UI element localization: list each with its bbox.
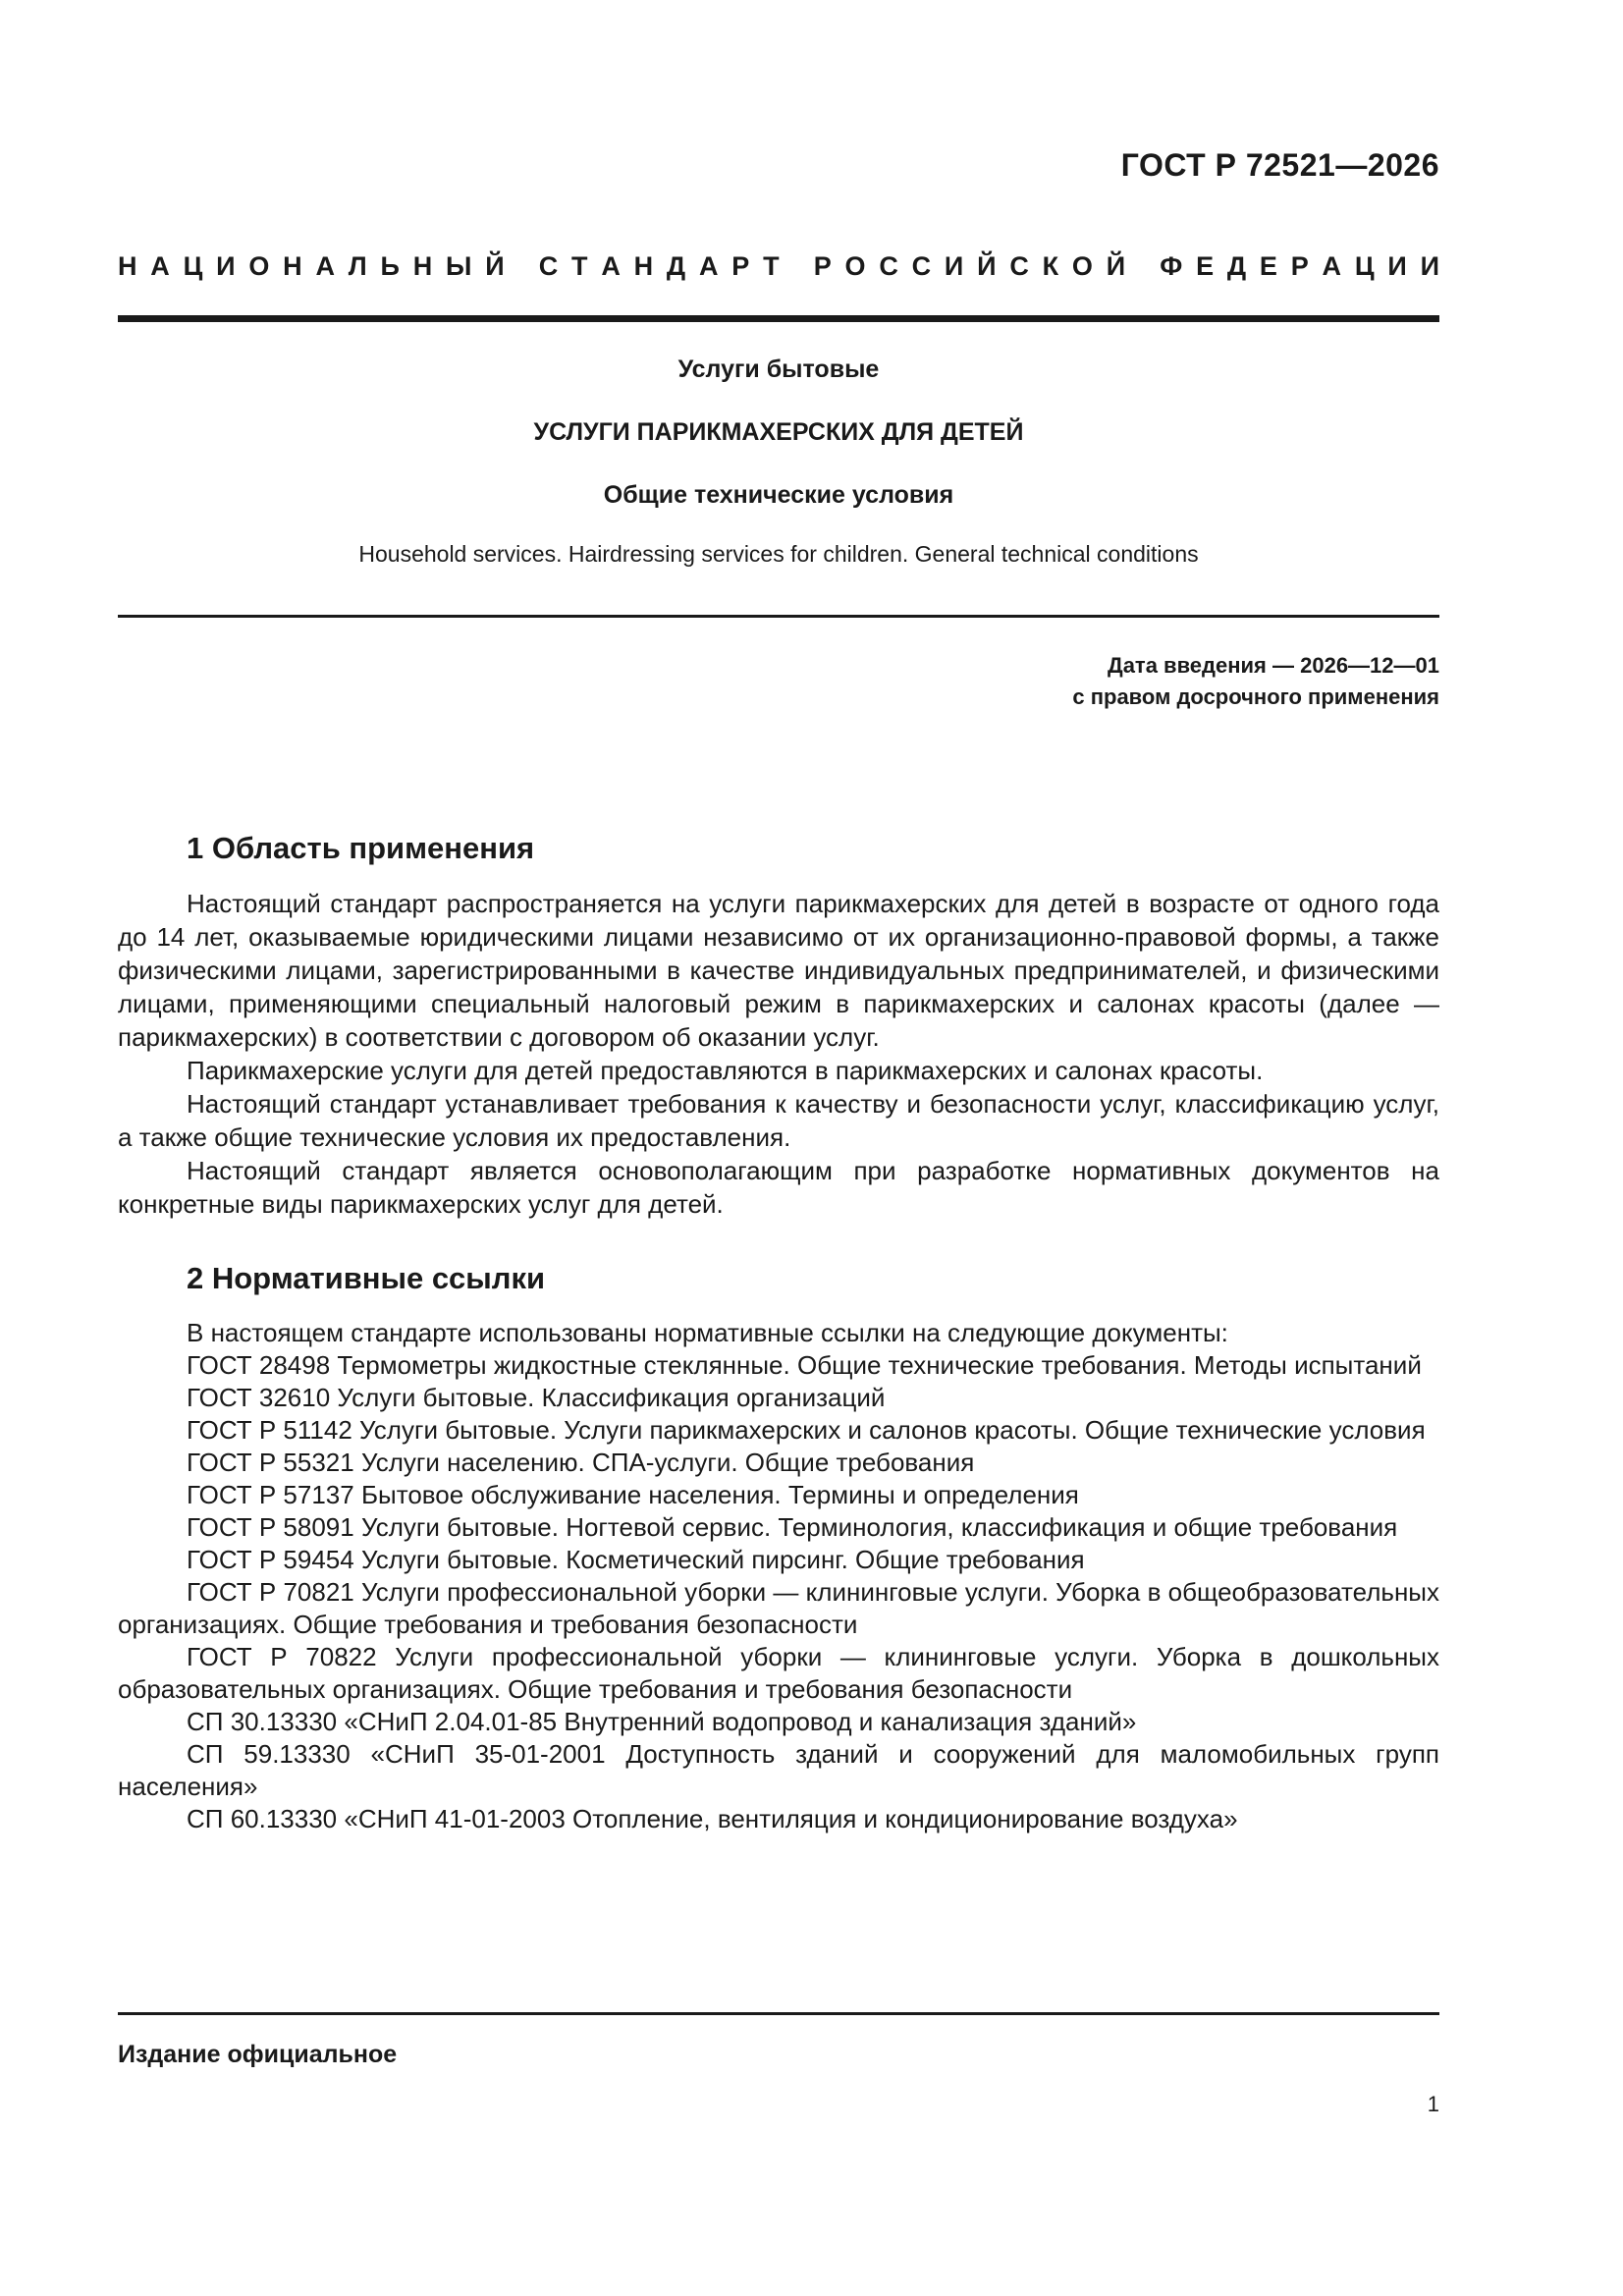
heading-letter: Й <box>485 251 505 281</box>
heading-letter: Р <box>1290 251 1309 281</box>
standard-designation: ГОСТ Р 72521—2026 <box>1120 147 1439 183</box>
heading-letter: Н <box>412 251 433 281</box>
heading-letter: С <box>538 251 559 281</box>
page-number: 1 <box>1427 2092 1439 2116</box>
heading-letter: О <box>844 251 866 281</box>
heading-letter: Н <box>118 251 137 281</box>
section-2-title: 2 Нормативные ссылки <box>187 1261 546 1295</box>
header-rule <box>118 315 1439 322</box>
national-standard-heading <box>118 251 1439 282</box>
paragraph: Парикмахерские услуги для детей предоставляются в парикмахерских и салонах красоты. <box>187 1056 1264 1085</box>
heading-letter: И <box>944 251 964 281</box>
heading-letter: Ц <box>183 251 203 281</box>
heading-letter: И <box>216 251 236 281</box>
introduction-date: Дата введения — 2026—12—01 <box>1108 653 1439 678</box>
reference-item: ГОСТ Р 58091 Услуги бытовые. Ногтевой сервис. Терминология, классификация и общие требования <box>187 1512 1398 1542</box>
reference-item: ГОСТ Р 55321 Услуги населению. СПА-услуги. Общие требования <box>187 1448 975 1477</box>
section-2-references <box>118 1317 1439 1835</box>
title-subtitle: Общие технические условия <box>603 481 954 509</box>
paragraph: Настоящий стандарт распространяется на услуги парикмахерских для детей в возрасте от одного года до 14 лет, оказываемые юридическими лицами независимо от их организационно-правовой формы, а также физическими лицами, зарегистрированными в качестве индивидуальных предпринимателей, и физическими лицами, применяющими специальный налоговый режим в парикмахерских и салонах красоты (далее — парикмахерских) в соответствии с договором об оказании услуг. <box>118 889 1439 1052</box>
reference-item: СП 30.13330 «СНиП 2.04.01-85 Внутренний водопровод и канализация зданий» <box>187 1707 1137 1736</box>
heading-letter: Р <box>731 251 750 281</box>
title-block <box>118 354 1439 570</box>
paragraph: Настоящий стандарт устанавливает требования к качеству и безопасности услуг, классификацию услуг, а также общие технические условия их предоставления. <box>118 1089 1439 1152</box>
heading-letter: Е <box>1196 251 1215 281</box>
heading-letter: И <box>1387 251 1407 281</box>
heading-letter: Д <box>666 251 686 281</box>
heading-letter: Е <box>1259 251 1277 281</box>
heading-letter: О <box>1071 251 1093 281</box>
heading-letter: Ы <box>445 251 472 281</box>
heading-letter: А <box>1322 251 1342 281</box>
reference-item: ГОСТ 32610 Услуги бытовые. Классификация организаций <box>187 1383 886 1412</box>
introduction-date-block <box>1072 650 1439 713</box>
heading-letter: Д <box>1226 251 1247 281</box>
footer-rule <box>118 2012 1439 2015</box>
heading-letter: Т <box>763 251 780 281</box>
heading-letter: А <box>150 251 170 281</box>
reference-item: ГОСТ Р 51142 Услуги бытовые. Услуги парикмахерских и салонов красоты. Общие технические условия <box>187 1415 1426 1445</box>
heading-letter: Ц <box>1354 251 1375 281</box>
title-category: Услуги бытовые <box>677 355 880 383</box>
title-rule <box>118 615 1439 618</box>
heading-letter: И <box>1420 251 1439 281</box>
reference-item: ГОСТ Р 57137 Бытовое обслуживание населения. Термины и определения <box>187 1480 1079 1509</box>
title-main: УСЛУГИ ПАРИКМАХЕРСКИХ ДЛЯ ДЕТЕЙ <box>533 418 1024 446</box>
reference-item: ГОСТ Р 70821 Услуги профессиональной уборки — клининговые услуги. Уборка в общеобразовательных организациях. Общие требования и требования безопасности <box>118 1577 1439 1639</box>
reference-item: ГОСТ Р 59454 Услуги бытовые. Косметический пирсинг. Общие требования <box>187 1545 1085 1574</box>
heading-letter: А <box>698 251 719 281</box>
heading-letter: Т <box>571 251 588 281</box>
references-intro: В настоящем стандарте использованы нормативные ссылки на следующие документы: <box>187 1318 1228 1347</box>
official-edition-label: Издание официальное <box>118 2041 398 2068</box>
heading-letter: Н <box>633 251 654 281</box>
heading-letter: А <box>315 251 335 281</box>
title-english: Household services. Hairdressing services for children. General technical conditions <box>358 541 1199 567</box>
heading-letter: Ф <box>1160 251 1183 281</box>
section-1-title: 1 Область применения <box>187 831 535 865</box>
heading-letter <box>1139 251 1147 282</box>
heading-letter: Й <box>977 251 997 281</box>
early-application-note: с правом досрочного применения <box>1072 684 1439 709</box>
heading-letter: С <box>1009 251 1029 281</box>
heading-letter: Й <box>1106 251 1126 281</box>
reference-item: ГОСТ 28498 Термометры жидкостные стеклянные. Общие технические требования. Методы испытаний <box>187 1350 1422 1380</box>
heading-letter: С <box>911 251 932 281</box>
document-page <box>118 0 1439 2296</box>
reference-item: СП 59.13330 «СНиП 35-01-2001 Доступность зданий и сооружений для маломобильных групп населения» <box>118 1739 1439 1801</box>
heading-letter: А <box>601 251 621 281</box>
heading-letter <box>792 251 800 282</box>
heading-letter: Н <box>283 251 302 281</box>
reference-item: ГОСТ Р 70822 Услуги профессиональной уборки — клининговые услуги. Уборка в дошкольных образовательных организациях. Общие требования и требования безопасности <box>118 1642 1439 1704</box>
heading-letter: О <box>248 251 270 281</box>
heading-letter: Ь <box>380 251 400 281</box>
paragraph: Настоящий стандарт является основополагающим при разработке нормативных документов на конкретные виды парикмахерских услуг для детей. <box>118 1156 1439 1219</box>
section-1-body <box>118 887 1439 1221</box>
heading-letter: К <box>1042 251 1059 281</box>
heading-letter: С <box>879 251 898 281</box>
reference-item: СП 60.13330 «СНиП 41-01-2003 Отопление, вентиляция и кондиционирование воздуха» <box>187 1804 1238 1833</box>
heading-letter: Л <box>348 251 367 281</box>
heading-letter <box>517 251 525 282</box>
heading-letter: Р <box>813 251 832 281</box>
